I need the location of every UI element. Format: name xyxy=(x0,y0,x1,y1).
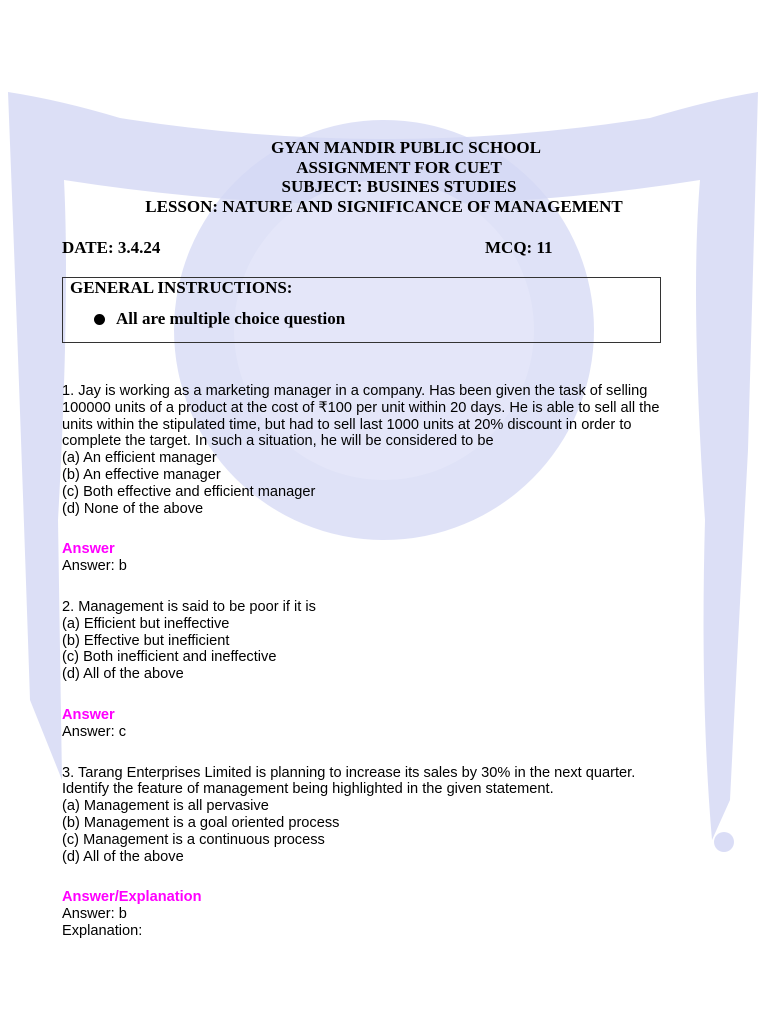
question-1 xyxy=(62,383,712,575)
school-name: GYAN MANDIR PUBLIC SCHOOL xyxy=(271,138,541,157)
lesson-title: LESSON: NATURE AND SIGNIFICANCE OF MANAGEMENT xyxy=(145,196,623,216)
explanation-text: Explanation: xyxy=(62,922,143,939)
question-text-line: 1. Jay is working as a marketing manager in a company. Has been given the task of selling xyxy=(62,383,648,399)
question-text-line: units within the stipulated time, but had to sell last 1000 units at 20% discount in order to xyxy=(62,416,632,433)
option-c: (c) Both inefficient and ineffective xyxy=(62,649,277,666)
question-text-line: complete the target. In such a situation, he will be considered to be xyxy=(62,433,494,450)
document-header xyxy=(0,138,768,216)
option-d: (d) None of the above xyxy=(62,500,204,517)
option-d: (d) All of the above xyxy=(62,848,184,865)
instruction-item xyxy=(94,309,345,329)
answer-toggle-link[interactable]: Answer xyxy=(62,541,115,558)
option-b: (b) Effective but inefficient xyxy=(62,632,230,649)
instructions-title: GENERAL INSTRUCTIONS: xyxy=(70,278,293,297)
instruction-text: All are multiple choice question xyxy=(116,309,346,328)
option-b: (b) Management is a goal oriented process xyxy=(62,814,340,831)
question-text-line: 100000 units of a product at the cost of ₹100 per unit within 20 days. He is able to sell all the xyxy=(62,399,660,416)
assignment-title: ASSIGNMENT FOR CUET xyxy=(296,157,502,177)
option-c: (c) Management is a continuous process xyxy=(62,831,325,848)
mcq-count: MCQ: 11 xyxy=(485,238,553,257)
option-b: (b) An effective manager xyxy=(62,466,221,483)
questions-section xyxy=(62,383,712,940)
answer-text: Answer: b xyxy=(62,906,127,923)
answer-text: Answer: b xyxy=(62,558,127,575)
assignment-date: DATE: 3.4.24 xyxy=(62,238,161,257)
answer-toggle-link[interactable]: Answer/Explanation xyxy=(62,889,202,906)
option-c: (c) Both effective and efficient manager xyxy=(62,483,316,500)
option-a: (a) An efficient manager xyxy=(62,450,217,467)
subject-title: SUBJECT: BUSINES STUDIES xyxy=(281,177,517,196)
question-text-line: Identify the feature of management being highlighted in the given statement. xyxy=(62,781,554,798)
bullet-icon xyxy=(94,314,105,325)
question-2 xyxy=(62,599,712,741)
answer-toggle-link[interactable]: Answer xyxy=(62,706,115,723)
question-3 xyxy=(62,765,712,940)
question-text-line: 3. Tarang Enterprises Limited is planning to increase its sales by 30% in the next quarter. xyxy=(62,764,636,781)
answer-text: Answer: c xyxy=(62,723,127,740)
option-d: (d) All of the above xyxy=(62,666,184,683)
option-a: (a) Management is all pervasive xyxy=(62,798,269,815)
question-text-line: 2. Management is said to be poor if it is xyxy=(62,598,316,615)
option-a: (a) Efficient but ineffective xyxy=(62,615,230,632)
general-instructions-box xyxy=(62,277,661,343)
